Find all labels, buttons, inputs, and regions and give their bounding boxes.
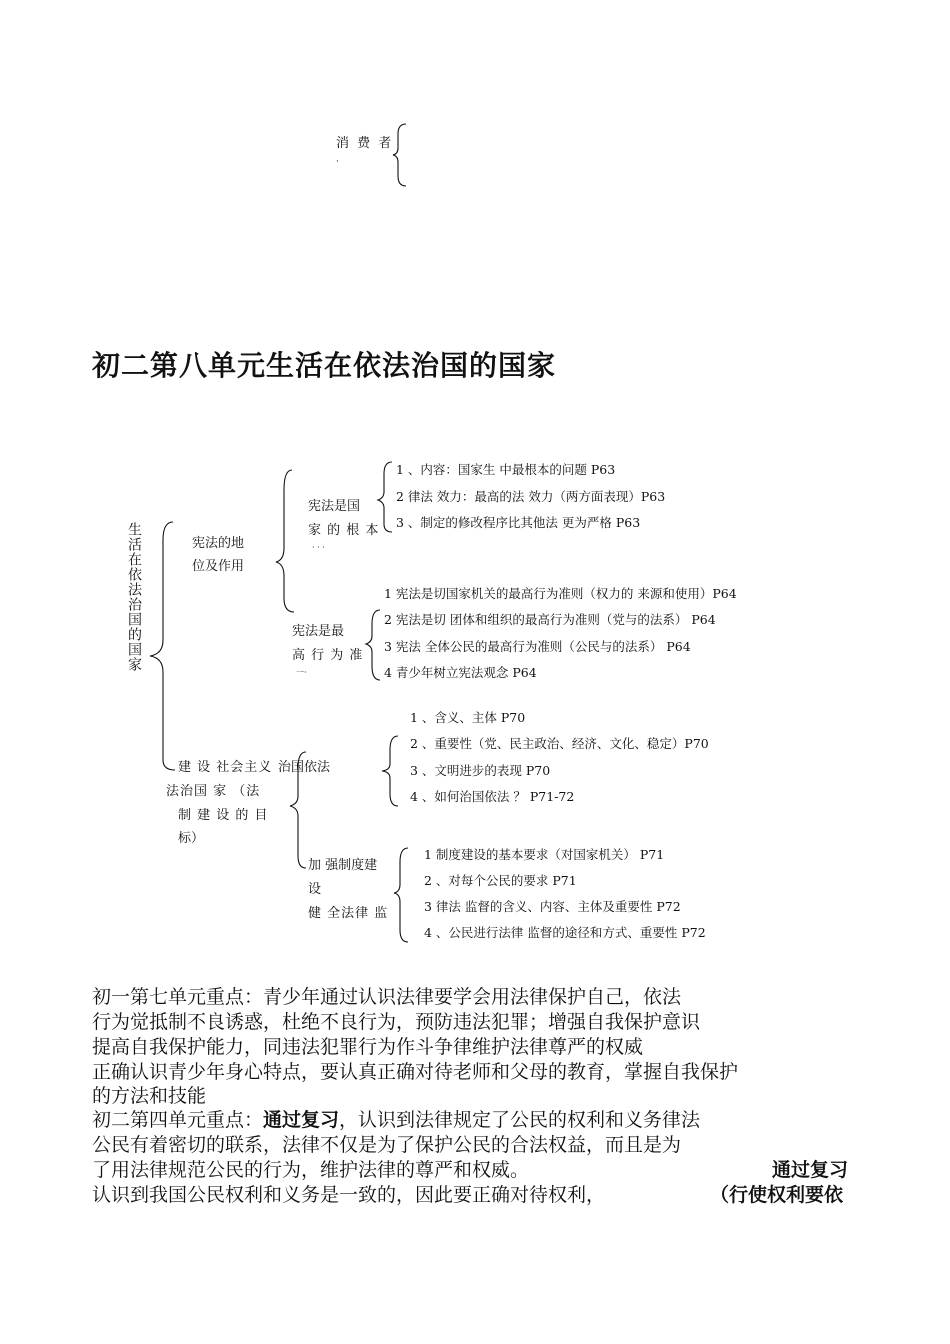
b2a-item: 3 、文明进步的表现 P70 <box>410 763 551 778</box>
page-title: 初二第八单元生活在依法治国的国家 <box>92 349 557 382</box>
b1a-item: 1 、内容：国家生 中最根本的问题 P63 <box>396 462 616 477</box>
paragraph-line: 的方法和技能 <box>92 1085 207 1107</box>
b1b-item: 2 宪法是切 团体和组织的最高行为准则（党与的法系） P64 <box>384 612 716 627</box>
paragraph-line: 正确认识青少年身心特点，要认真正确对待老师和父母的教育，掌握自我保护 <box>92 1061 739 1083</box>
consumer-bracket <box>393 124 406 186</box>
b1b-bracket <box>366 610 380 680</box>
b2a-item: 4 、如何治国依法 ？ P71-72 <box>410 789 575 804</box>
node-fundamental-law-tail: · · · <box>312 543 325 552</box>
paragraph-line: 初一第七单元重点：青少年通过认识法律要学会用法律保护自己，依法 <box>92 986 682 1008</box>
branch-rule-of-law-4: 标） <box>178 831 205 846</box>
b2b-item: 4 、公民进行法律 监督的途径和方式、重要性 P72 <box>424 925 706 940</box>
b2a-item: 2 、重要性（党、民主政治、经济、文化、稳定）P70 <box>410 736 709 751</box>
node-fundamental-law-2: 家 的 根 本 <box>308 523 380 538</box>
root-bracket <box>150 522 175 770</box>
b2b-bracket <box>394 848 408 942</box>
branch-constitution-status: 宪法的地 <box>192 536 245 551</box>
node-highest-norm-tail: 一· <box>296 668 307 677</box>
paragraph-line: 行为觉抵制不良诱惑，杜绝不良行为，预防违法犯罪；增强自我保护意识 <box>92 1011 701 1033</box>
branch-rule-of-law: 建 设 社会主义 <box>178 760 273 775</box>
consumer-label: 消 费 者 <box>336 136 394 151</box>
paragraph-line: 提高自我保护能力，同违法犯罪行为作斗争律维护法律尊严的权威 <box>92 1036 644 1058</box>
branch-constitution-status-2: 位及作用 <box>192 559 245 574</box>
b1b-item: 4 青少年树立宪法观念 P64 <box>384 665 537 680</box>
paragraph-line: 公民有着密切的联系，法律不仅是为了保护公民的合法权益，而且是为 <box>92 1134 682 1156</box>
paragraph-bold: 通过复习 <box>263 1109 340 1131</box>
b1b-item: 1 宪法是切国家机关的最高行为准则（权力的 来源和使用）P64 <box>384 586 737 601</box>
b2b-item: 2 、对每个公民的要求 P71 <box>424 873 577 888</box>
node-fundamental-law: 宪法是国 <box>308 499 361 514</box>
b2b-item: 3 律法 监督的含义、内容、主体及重要性 P72 <box>424 899 681 914</box>
paragraph-line: 认识到我国公民权利和义务是一致的，因此要正确对待权利， <box>92 1184 606 1206</box>
dot-mark: · <box>336 157 339 167</box>
paragraph-bold-tail: （行使权利要依 <box>710 1184 844 1206</box>
node-institution-building-2: 设 <box>308 882 322 897</box>
paragraph-prefix: 初二第四单元重点： <box>92 1109 264 1131</box>
b1b-item: 3 宪法 全体公民的最高行为准则（公民与的法系） P64 <box>384 639 691 654</box>
b2a-bracket <box>382 736 398 806</box>
b2b-item: 1 制度建设的基本要求（对国家机关） P71 <box>424 847 665 862</box>
tree-root: 生活在依法治国的国家 <box>126 522 142 672</box>
node-institution-building: 加 强制度建 <box>308 858 378 873</box>
branch-rule-of-law-2: 法治国 家 （法 <box>166 784 261 799</box>
node-govern-by-law: 治国依法 <box>278 760 331 775</box>
paragraph-line: 了用法律规范公民的行为，维护法律的尊严和权威。 <box>92 1159 530 1181</box>
node-highest-norm-2: 高 行 为 准 <box>292 648 364 663</box>
b1-bracket <box>276 470 294 612</box>
b1a-item: 2 律法 效力：最高的法 效力（两方面表现）P63 <box>396 489 666 504</box>
b2a-item: 1 、含义、主体 P70 <box>410 710 526 725</box>
b1a-bracket <box>378 462 392 532</box>
paragraph-line <box>92 1108 700 1132</box>
branch-rule-of-law-3: 制 建 设 的 目 <box>178 808 269 823</box>
b1a-item: 3 、制定的修改程序比其他法 更为严格 P63 <box>396 515 641 530</box>
node-highest-norm: 宪法是最 <box>292 624 345 639</box>
paragraph-bold-right: 通过复习 <box>772 1159 849 1181</box>
node-institution-building-3: 健 全法律 监 <box>308 906 389 921</box>
paragraph-suffix: ，认识到法律规定了公民的权利和义务律法 <box>339 1109 701 1131</box>
